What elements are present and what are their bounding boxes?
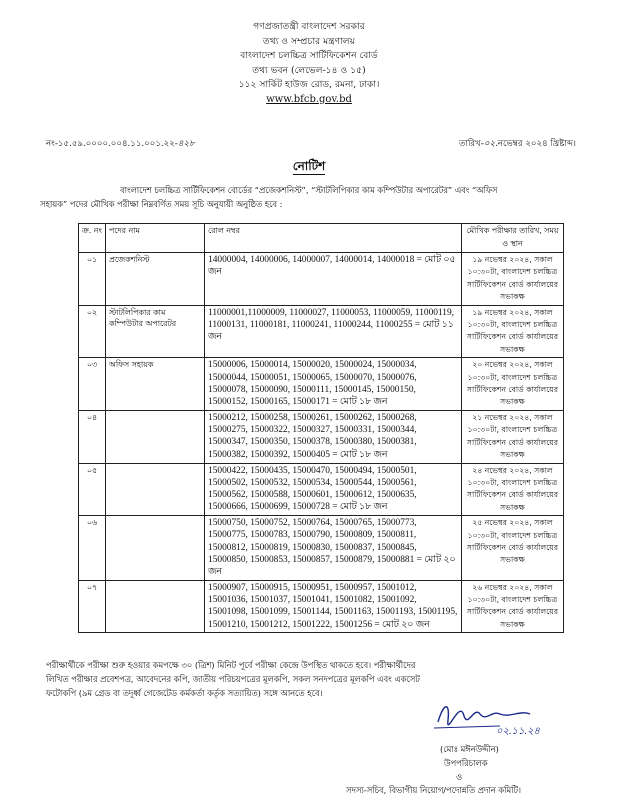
row-serial: ০৫	[79, 463, 106, 516]
instructions-line-3: ফটোকপি (৯ম গ্রেড বা তদূর্ধ্ব গেজেটেড কর্মকর্তা কর্তৃক সত্যায়িত) সঙ্গে আনতে হবে।	[46, 688, 323, 698]
header-serial: ক্র. নং	[79, 224, 106, 253]
signature-stroke	[438, 707, 530, 725]
row-schedule: ১৯ নভেম্বর ২০২৪, সকাল ১০:৩০টা, বাংলাদেশ চলচ্চিত্র সার্টিফিকেশন বোর্ড কার্যালয়ের সভাকক্ষ	[462, 305, 564, 358]
row-post	[106, 463, 205, 516]
row-rolls: 15000006, 15000014, 15000020, 15000024, 15000034, 15000044, 15000051, 15000065, 15000070, 15000076, 15000078, 15000090, 15000111, 15000145, 15000150, 15000152, 15000165, 15000171 = মোট ১৮ জন	[205, 358, 462, 411]
schedule-table	[78, 223, 564, 633]
intro-line-1: বাংলাদেশ চলচ্চিত্র সার্টিফিকেশন বোর্ডের “প্রজেকশনিস্ট”, “স্টাটলিপিকার কাম কম্পিউটার অপারেটর” এবং “অফিস	[120, 185, 498, 195]
letterhead	[0, 20, 618, 107]
table-row	[79, 463, 564, 516]
instructions-line-2: লিখিত পরীক্ষার প্রবেশপত্র, আবেদনের কপি, জাতীয় পরিচয়পত্রের মূলকপি, সকল সনদপত্রের মূলকপি এবং একসেট	[46, 674, 420, 684]
table-row	[79, 305, 564, 358]
row-serial: ০২	[79, 305, 106, 358]
table-row	[79, 516, 564, 580]
signature-scribble	[430, 692, 550, 738]
signatory-conjunction: ও	[456, 772, 463, 782]
row-post: প্রজেকশনিস্ট	[106, 253, 205, 306]
header-post: পদের নাম	[106, 224, 205, 253]
signatory-name: (মোঃ মঈনউদ্দীন)	[440, 744, 499, 754]
govt-name: গণপ্রজাতন্ত্রী বাংলাদেশ সরকার	[253, 21, 365, 32]
row-schedule: ২৬ নভেম্বর ২০২৪, সকাল ১০:৩০টা, বাংলাদেশ চলচ্চিত্র সার্টিফিকেশন বোর্ড কার্যালয়ের সভাকক্ষ	[462, 580, 564, 633]
notice-title: নোটিশ	[292, 159, 326, 173]
row-rolls: 11000001,11000009, 11000027, 11000053, 11000059, 11000119, 11000131, 11000181, 11000241, 11000244, 11000255 = মোট ১১ জন	[205, 305, 462, 358]
row-post	[106, 410, 205, 463]
row-rolls: 15000212, 15000258, 15000261, 15000262, 15000268, 15000275, 15000322, 15000327, 15000331, 15000344, 15000347, 15000350, 15000378, 15000380, 15000381, 15000382, 15000392, 15000405 = মোট ১৮ জন	[205, 410, 462, 463]
instructions-line-1: পরীক্ষার্থীকে পরীক্ষা শুরু হওয়ার কমপক্ষে ৩০ (ত্রিশ) মিনিট পূর্বে পরীক্ষা কেন্দ্রে উপস্থিত থাকতে হবে। পরীক্ষার্থীদের	[46, 660, 416, 670]
row-rolls: 15000907, 15000915, 15000951, 15000957, 15001012, 15001036, 15001037, 15001041, 15001082, 15001092, 15001098, 15001099, 15001144, 15001163, 15001193, 15001195, 15001210, 15001212, 15001222, 15001256 = মোট ২০ জন	[205, 580, 462, 633]
table-row	[79, 358, 564, 411]
row-schedule: ২১ নভেম্বর ২০২৪, সকাল ১০:৩০টা, বাংলাদেশ চলচ্চিত্র সার্টিফিকেশন বোর্ড কার্যালয়ের সভাকক্ষ	[462, 410, 564, 463]
signature-date: ০২.১১.২৪	[496, 726, 540, 737]
building-name: তথ্য ভবন (লেভেল-১৪ ও ১৫)	[252, 64, 366, 76]
date-suffix: .নভেম্বর ২০২৪ খ্রিষ্টাব্দ।	[495, 139, 576, 149]
row-schedule: ২৪ নভেম্বর ২০২৪, সকাল ১০:৩০টা, বাংলাদেশ চলচ্চিত্র সার্টিফিকেশন বোর্ড কার্যালয়ের সভাকক্ষ	[462, 463, 564, 516]
memo-prefix: নং-১৫.৫৯.০০০০.০০৪.১১.০০১.২২-	[46, 139, 178, 149]
row-serial: ০৪	[79, 410, 106, 463]
board-name: বাংলাদেশ চলচ্চিত্র সার্টিফিকেশন বোর্ড	[240, 50, 378, 61]
row-serial: ০৭	[79, 580, 106, 633]
row-post	[106, 580, 205, 633]
row-schedule: ২৫ নভেম্বর ২০২৪, সকাল ১০:৩০টা, বাংলাদেশ চলচ্চিত্র সার্টিফিকেশন বোর্ড কার্যালয়ের সভাকক্ষ	[462, 516, 564, 580]
header-schedule: মৌখিক পরীক্ষার তারিখ, সময় ও স্থান	[462, 224, 564, 253]
intro-line-2: সহায়ক” পদের মৌখিক পরীক্ষা নিম্নবর্ণিত সময় সূচি অনুযায়ী অনুষ্ঠিত হবে :	[40, 199, 283, 209]
row-serial: ০৩	[79, 358, 106, 411]
row-rolls: 15000750, 15000752, 15000764, 15000765, 15000773, 15000775, 15000783, 15000790, 15000809, 15000811, 15000812, 15000819, 15000830, 15000837, 15000845, 15000850, 15000853, 15000857, 15000879, 15000881 = মোট ২০ জন	[205, 516, 462, 580]
row-schedule: ১৯ নভেম্বর ২০২৪, সকাল ১০:৩০টা, বাংলাদেশ চলচ্চিত্র সার্টিফিকেশন বোর্ড কার্যালয়ের সভাকক্ষ	[462, 253, 564, 306]
date-prefix: তারিখ-	[459, 139, 484, 149]
ministry-name: তথ্য ও সম্প্রচার মন্ত্রণালয়	[262, 35, 356, 47]
header-rolls: রোল নম্বর	[205, 224, 462, 253]
row-serial: ০৬	[79, 516, 106, 580]
table-row	[79, 253, 564, 306]
table-header-row	[79, 224, 564, 253]
row-schedule: ২০ নভেম্বর ২০২৪, সকাল ১০:৩০টা, বাংলাদেশ চলচ্চিত্র সার্টিফিকেশন বোর্ড কার্যালয়ের সভাকক্ষ	[462, 358, 564, 411]
address: ১১২ সার্কিট হাউজ রোড, রমনা, ঢাকা।	[238, 79, 380, 90]
memo-date	[459, 137, 576, 151]
row-rolls: 15000422, 15000435, 15000470, 15000494, 15000501, 15000502, 15000532, 15000534, 15000544, 15000561, 15000562, 15000588, 15000601, 15000612, 15000635, 15000666, 15000699, 15000728 = মোট ১৮ জন	[205, 463, 462, 516]
memo-handwritten-number: ৪২৮	[177, 139, 195, 149]
website-link[interactable]: www.bfcb.gov.bd	[266, 93, 352, 105]
signature-underline	[434, 726, 500, 728]
row-rolls: 14000004, 14000006, 14000007, 14000014, 14000018 = মোট ০৫ জন	[205, 253, 462, 306]
notice-intro	[40, 183, 564, 211]
row-serial: ০১	[79, 253, 106, 306]
signatory-committee-role: সদস্য-সচিব, বিভাগীয় নিয়োগ/পদোন্নতি প্রদান কমিটি।	[346, 785, 521, 795]
memo-number	[46, 137, 195, 151]
row-post: অফিস সহায়ক	[106, 358, 205, 411]
date-handwritten-day: ০২	[483, 139, 496, 149]
signatory-designation: উপপরিচালক	[444, 758, 488, 768]
row-post: স্টাটলিপিকার কাম কম্পিউটার অপারেটর	[106, 305, 205, 358]
table-row	[79, 410, 564, 463]
table-row	[79, 580, 564, 633]
row-post	[106, 516, 205, 580]
